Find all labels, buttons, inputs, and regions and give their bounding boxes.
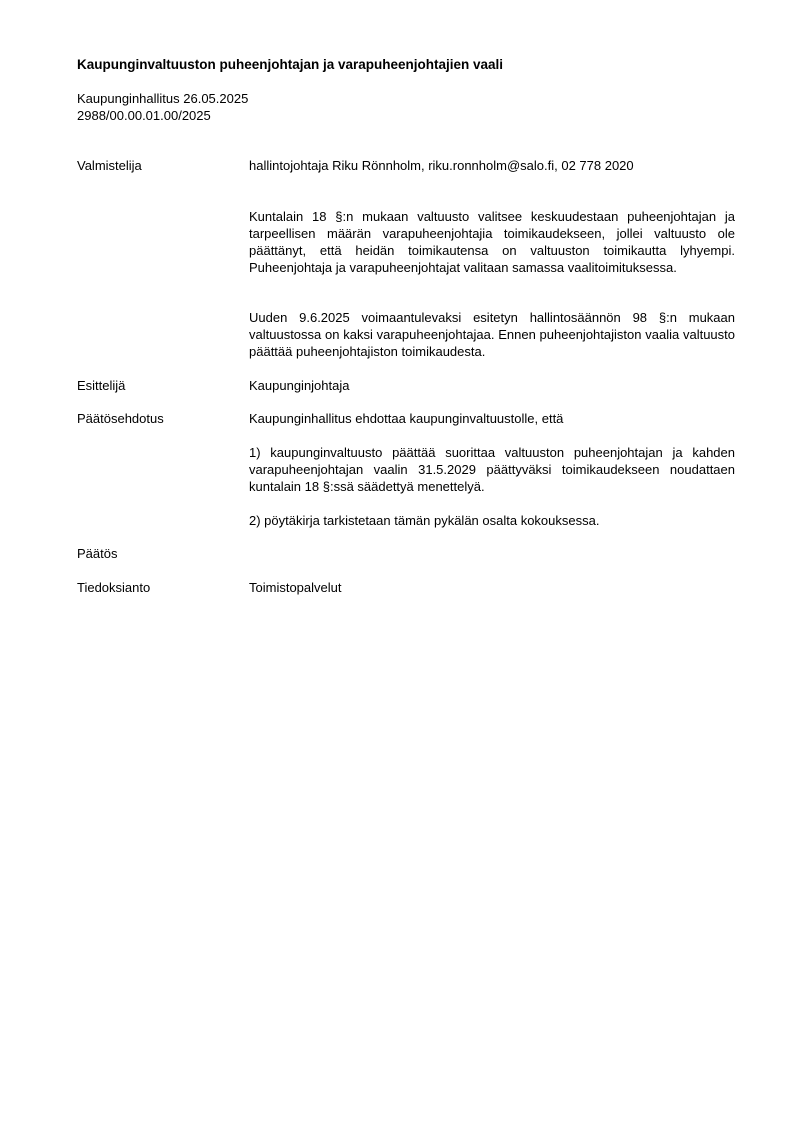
esittelija-label: Esittelijä xyxy=(77,378,126,393)
paatosehdotus-intro: Kaupunginhallitus ehdottaa kaupunginvaltuustolle, että xyxy=(249,411,564,426)
proposal-item-1 xyxy=(249,444,735,495)
paatos-label: Päätös xyxy=(77,546,118,561)
proposal-item-text: 1) kaupunginvaltuusto päättää suorittaa valtuuston puheenjohtajan ja kahden varapuheenjohtajan vaalin 31.5.2029 päättyväksi toimikaudekseen noudattaen kuntalain 18 §:ssä säädettyä menettelyä. xyxy=(249,445,735,494)
paragraph-text: Kuntalain 18 §:n mukaan valtuusto valitsee keskuudestaan puheenjohtajan ja tarpeellisen määrän varapuheenjohtajia toimikaudekseen, jollei valtuusto ole päättänyt, että heidän toimikautensa on valtuuston toimikautta lyhyempi. Puheenjohtaja ja varapuheenjohtajat valitaan samassa vaalitoimituksessa. xyxy=(249,209,735,275)
background-paragraph-2 xyxy=(249,309,735,360)
document-meta xyxy=(77,90,248,124)
case-number: 2988/00.00.01.00/2025 xyxy=(77,108,211,123)
tiedoksianto-text: Toimistopalvelut xyxy=(249,580,342,595)
paragraph-text: Uuden 9.6.2025 voimaantulevaksi esitetyn hallintosäännön 98 §:n mukaan valtuustossa on kaksi varapuheenjohtajaa. Ennen puheenjohtajiston vaalia valtuusto päättää puheenjohtajiston toimikaudesta. xyxy=(249,310,735,359)
esittelija-text: Kaupunginjohtaja xyxy=(249,378,350,393)
valmistelija-text: hallintojohtaja Riku Rönnholm, riku.ronnholm@salo.fi, 02 778 2020 xyxy=(249,158,634,173)
proposal-item-2: 2) pöytäkirja tarkistetaan tämän pykälän osalta kokouksessa. xyxy=(249,513,600,528)
document-title: Kaupunginvaltuuston puheenjohtajan ja varapuheenjohtajien vaali xyxy=(77,57,504,72)
background-paragraph-1 xyxy=(249,208,735,276)
paatosehdotus-label: Päätösehdotus xyxy=(77,411,164,426)
tiedoksianto-label: Tiedoksianto xyxy=(77,580,151,595)
meeting-line: Kaupunginhallitus 26.05.2025 xyxy=(77,91,249,106)
valmistelija-label: Valmistelija xyxy=(77,158,142,173)
